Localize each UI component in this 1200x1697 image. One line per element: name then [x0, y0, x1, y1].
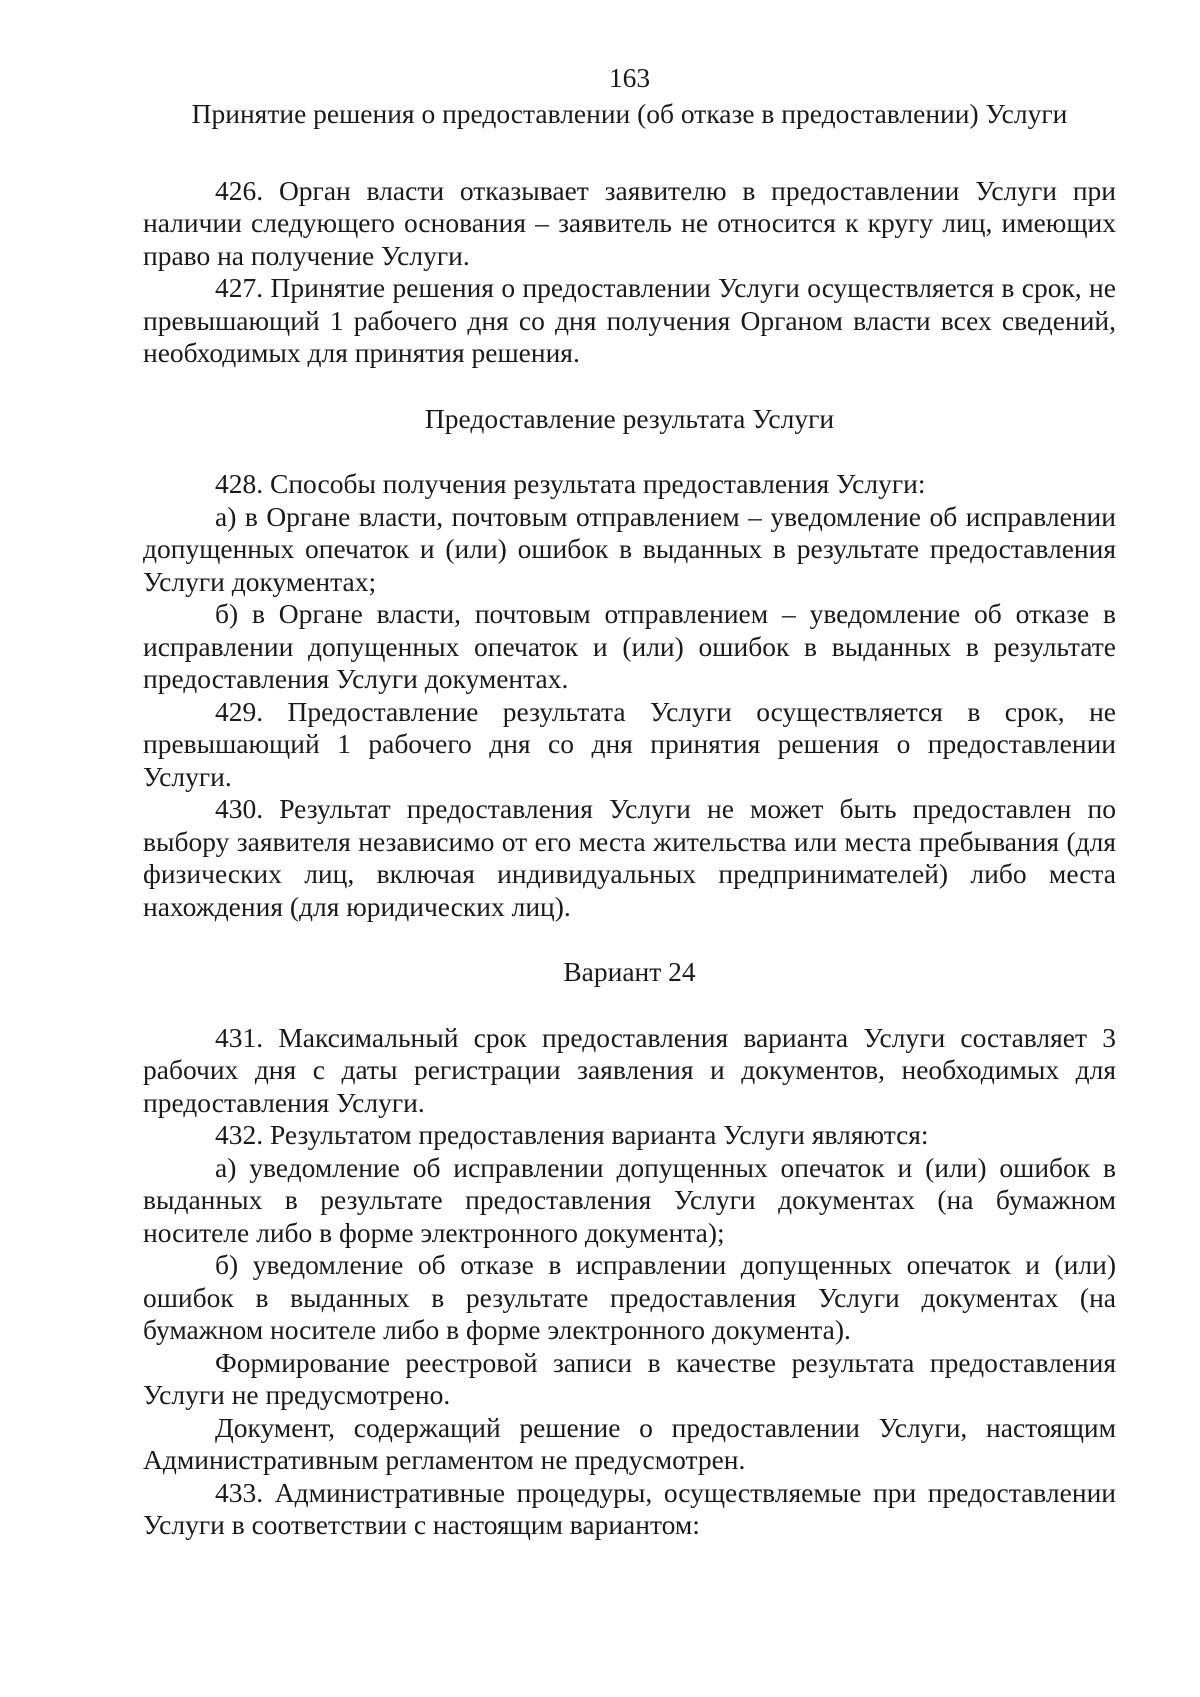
paragraph-431: 431. Максимальный срок предоставления варианта Услуги составляет 3 рабочих дня с даты регистрации заявления и документов, необходимых для предоставления Услуги. — [143, 1021, 1116, 1118]
paragraph-432-c: Формирование реестровой записи в качестве результата предоставления Услуги не предусмотрено. — [143, 1346, 1116, 1410]
spacer — [143, 370, 1116, 403]
document-page — [143, 62, 1116, 1542]
page-number: 163 — [608, 62, 651, 93]
paragraph-426: 426. Орган власти отказывает заявителю в предоставлении Услуги при наличии следующего основания – заявитель не относится к кругу лиц, имеющих право на получение Услуги. — [143, 174, 1116, 271]
paragraph-428-a: а) в Органе власти, почтовым отправлением – уведомление об исправлении допущенных опечаток и (или) ошибок в выданных в результате предоставления Услуги документах; — [143, 500, 1116, 597]
paragraph-432: 432. Результатом предоставления варианта Услуги являются: — [215, 1119, 929, 1150]
section-heading-decision: Принятие решения о предоставлении (об отказе в предоставлении) Услуги — [191, 98, 1068, 129]
spacer — [143, 131, 1116, 175]
paragraph-432-b: б) уведомление об отказе в исправлении допущенных опечаток и (или) ошибок в выданных в результате предоставления Услуги документах (на бумажном носителе либо в форме электронного документа). — [143, 1249, 1116, 1345]
paragraph-428: 428. Способы получения результата предоставления Услуги: — [215, 468, 926, 499]
paragraph-430: 430. Результат предоставления Услуги не может быть предоставлен по выбору заявителя независимо от его места жительства или места пребывания (для физических лиц, включая индивидуальных предпринимателей) либо места нахождения (для юридических лиц). — [143, 793, 1116, 922]
paragraph-432-a: а) уведомление об исправлении допущенных опечаток и (или) ошибок в выданных в результате предоставления Услуги документах (на бумажном носителе либо в форме электронного документа); — [143, 1151, 1116, 1248]
paragraph-427: 427. Принятие решения о предоставлении Услуги осуществляется в срок, не превышающий 1 рабочего дня со дня получения Органом власти всех сведений, необходимых для принятия решения. — [143, 272, 1116, 368]
spacer — [143, 923, 1116, 956]
paragraph-429: 429. Предоставление результата Услуги осуществляется в срок, не превышающий 1 рабочего дня со дня принятия решения о предоставлении Услуги. — [143, 695, 1116, 792]
paragraph-433: 433. Административные процедуры, осуществляемые при предоставлении Услуги в соответствии с настоящим вариантом: — [143, 1476, 1116, 1540]
paragraph-432-d: Документ, содержащий решение о предоставлении Услуги, настоящим Административным регламентом не предусмотрен. — [143, 1411, 1116, 1475]
spacer — [143, 989, 1116, 1022]
section-heading-variant: Вариант 24 — [563, 956, 696, 987]
section-heading-result: Предоставление результата Услуги — [424, 402, 835, 434]
paragraph-428-b: б) в Органе власти, почтовым отправлением – уведомление об отказе в исправлении допущенных опечаток и (или) ошибок в выданных в результате предоставления Услуги документах. — [143, 598, 1116, 694]
spacer — [143, 435, 1116, 468]
